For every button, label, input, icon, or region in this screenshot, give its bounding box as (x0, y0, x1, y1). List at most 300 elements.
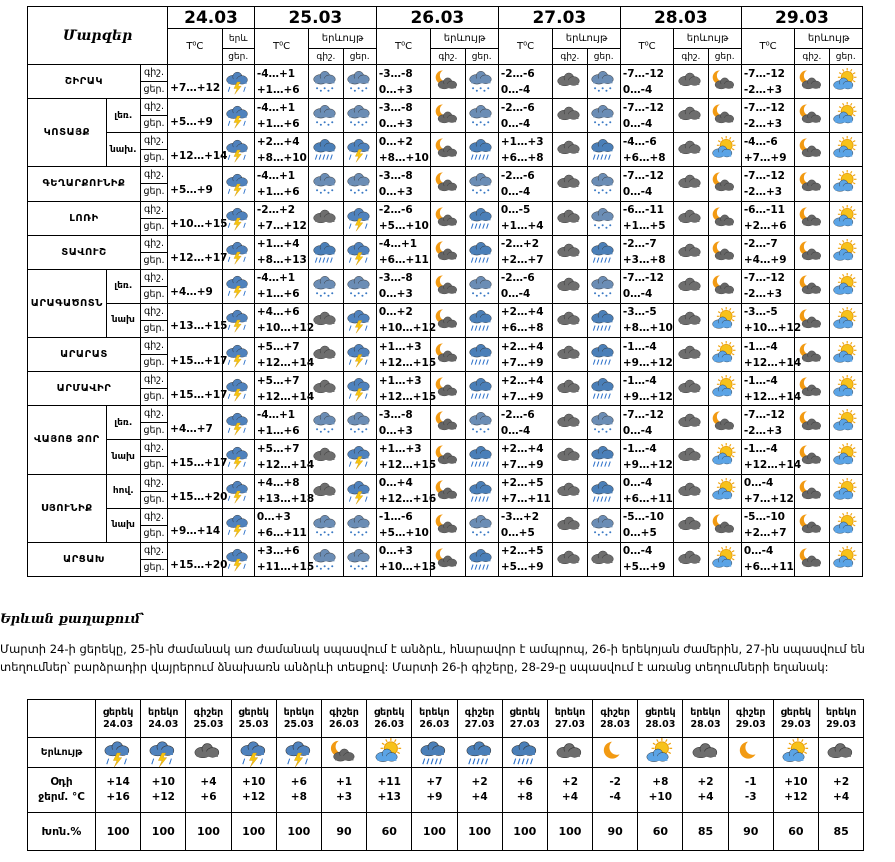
temperature-value (168, 167, 222, 201)
cloud-icon (312, 344, 339, 363)
temperature-value (254, 269, 308, 303)
region-name: ՏԱՎՈՒՇ (28, 235, 141, 269)
day-temp: +2…+7 (743, 527, 787, 540)
night-temp: -2…+2 (500, 238, 540, 251)
night-temp: -1…-4 (743, 374, 778, 387)
day-temp: +1…+6 (256, 288, 300, 301)
night-label: գիշ. (140, 440, 167, 457)
moon-cloud-icon (798, 105, 825, 124)
weather-cell-day (465, 303, 498, 337)
period-header (96, 700, 141, 738)
weather-cell-night (431, 406, 465, 440)
day-temp: +1…+4 (500, 220, 544, 233)
weather-cell-night (431, 372, 465, 406)
temp-text: +13…+15 (170, 320, 228, 333)
temperature-value (620, 303, 673, 337)
sun-cloud-icon (711, 139, 738, 158)
night-temp: +5…+7 (256, 340, 300, 353)
day-temp: +7…+12 (256, 220, 307, 233)
weather-cell-night (309, 99, 343, 133)
day-label: ցեր. (140, 286, 167, 303)
day-temp: +10…+12 (378, 322, 437, 335)
cloud-icon (677, 173, 704, 192)
region-name: ԱՐՄԱՎԻՐ (28, 372, 141, 406)
humidity-value: 60 (773, 812, 818, 850)
weather-cell (593, 738, 638, 768)
weather-cell-day (708, 65, 741, 99)
temperature-value (376, 406, 430, 440)
rain-icon (590, 310, 617, 329)
cloud-icon (677, 105, 704, 124)
temp-high: -4 (609, 791, 621, 804)
cloud-icon (556, 481, 583, 500)
day-temp: -2…+3 (743, 185, 783, 198)
period-date: 26.03 (329, 718, 360, 730)
weather-cell-day (587, 338, 620, 372)
day-temp: +6…+8 (622, 151, 666, 164)
moon-cloud-icon (434, 71, 461, 90)
region-name: ՎԱՅՈՑ ՁՈՐ (28, 406, 107, 474)
night-temp: 0…-4 (743, 477, 774, 490)
period-date: 27.03 (464, 718, 495, 730)
temperature-value (620, 99, 673, 133)
temp-high: +4 (697, 791, 714, 804)
day-label: ցեր. (140, 218, 167, 235)
weather-cell-night (309, 201, 343, 235)
temp-header: T⁰C (168, 29, 222, 65)
day-temp: +7…+11 (500, 493, 551, 506)
temperature-value (376, 338, 437, 372)
table-row (28, 508, 863, 525)
weather-cell-day (465, 99, 498, 133)
night-temp: +2…+4 (500, 340, 544, 353)
cloud-icon (312, 310, 339, 329)
night-temp: +1…+4 (256, 238, 300, 251)
temp-low: -1 (744, 776, 757, 789)
rain-icon (465, 742, 495, 761)
temperature-value (498, 542, 552, 576)
night-temp: -4…-6 (743, 135, 778, 148)
cloud-icon (590, 549, 617, 568)
weather-cell-day (587, 99, 620, 133)
period-part: երեկո (825, 706, 857, 718)
weather-cell (141, 738, 186, 768)
period-part: գիշեր (464, 706, 495, 718)
cloud-icon (312, 378, 339, 397)
night-temp: -7…-12 (622, 272, 664, 285)
weather-cell-day (465, 372, 498, 406)
temperature-value (593, 768, 638, 812)
snow-icon (468, 515, 495, 534)
temp-low: +2 (833, 776, 850, 789)
sun-cloud-icon (711, 310, 738, 329)
moon-cloud-icon (798, 139, 825, 158)
sun-cloud-icon (781, 742, 811, 761)
snow-icon (590, 105, 617, 124)
day-header: ցեր. (343, 49, 376, 65)
temp-low: +10 (784, 776, 808, 789)
region-name: ԿՈՏԱՅՔ (28, 99, 107, 167)
temp-high: +4 (561, 791, 579, 804)
moon-cloud-icon (711, 515, 738, 534)
cloud-icon (677, 71, 704, 90)
weather-cell-day (465, 338, 498, 372)
temperature-value (819, 768, 864, 812)
night-temp: -1…-4 (743, 340, 778, 353)
weather-cell-day (708, 303, 741, 337)
day-temp: +9…+12 (622, 390, 673, 403)
night-label: գիշ. (140, 338, 167, 355)
period-header (186, 700, 231, 738)
moon-cloud-icon (434, 276, 461, 295)
night-temp: -6…-11 (743, 204, 785, 217)
temperature-value (683, 768, 728, 812)
weather-header: երևույթ (431, 29, 499, 49)
weather-cell-night (795, 440, 829, 474)
weather-cell-day (829, 508, 862, 542)
sun-cloud-icon (645, 742, 675, 761)
cloud-icon (312, 481, 339, 500)
temp-high: +8 (516, 791, 533, 804)
weather-cell (819, 738, 864, 768)
temp-high: +12 (151, 791, 175, 804)
day-temp: 0…+3 (378, 117, 413, 130)
weather-cell-day (829, 406, 862, 440)
temperature-value (254, 201, 308, 235)
weather-cell (683, 738, 728, 768)
night-label: գիշ. (140, 269, 167, 286)
night-label: գիշ. (140, 303, 167, 320)
night-temp: -3…-8 (378, 67, 413, 80)
night-temp: -5…-10 (743, 511, 785, 524)
night-temp: -5…-10 (622, 511, 664, 524)
region-name: ԱՐԱԳԱԾՈՏՆ (28, 269, 107, 337)
cloud-icon (556, 412, 583, 431)
air-temp-label-2: ջերմ. °C (38, 791, 85, 804)
night-temp: -2…-6 (500, 67, 535, 80)
cloud-icon (556, 139, 583, 158)
thunder-icon (346, 481, 373, 500)
day-temp: +1…+6 (256, 83, 300, 96)
night-temp: +3…+6 (256, 545, 300, 558)
snow-icon (312, 173, 339, 192)
snow-icon (468, 412, 495, 431)
weather-cell (222, 167, 254, 201)
weather-cell-day (465, 440, 498, 474)
day-label: ցեր. (140, 355, 167, 372)
moon-cloud-icon (798, 378, 825, 397)
region-name: ՇԻՐԱԿ (28, 65, 141, 99)
weather-cell-night (674, 167, 708, 201)
night-temp: 0…-4 (743, 545, 774, 558)
day-temp: 0…+3 (378, 288, 413, 301)
period-date: 27.03 (554, 718, 585, 730)
day-temp: +10…+13 (378, 561, 437, 574)
moon-cloud-icon (711, 105, 738, 124)
day-temp: +2…+6 (743, 220, 787, 233)
temp-high: +12 (241, 791, 266, 804)
day-temp: +1…+5 (622, 220, 666, 233)
weather-cell-night (309, 269, 343, 303)
sun-cloud-icon (832, 208, 859, 227)
weather-cell-day (587, 235, 620, 269)
night-temp: +2…+4 (500, 306, 544, 319)
night-header: գիշ. (795, 49, 829, 65)
day-temp: +7…+12 (743, 493, 794, 506)
yerevan-forecast-table (27, 699, 864, 851)
weather-cell-night (431, 269, 465, 303)
weather-cell (638, 738, 683, 768)
table-header (28, 7, 863, 65)
weather-cell-day (343, 542, 376, 576)
snow-icon (468, 173, 495, 192)
sun-cloud-icon (832, 412, 859, 431)
weather-cell-night (431, 201, 465, 235)
rain-icon (419, 742, 449, 761)
sun-cloud-icon (832, 242, 859, 261)
temp-low: +4 (200, 776, 217, 789)
sun-cloud-icon (832, 310, 859, 329)
period-header (276, 700, 321, 738)
cloud-icon (677, 139, 704, 158)
weather-cell-day (829, 133, 862, 167)
weather-cell-night (431, 99, 465, 133)
moon-cloud-icon (434, 242, 461, 261)
temp-text: +7…+12 (170, 81, 221, 94)
temperature-value (498, 99, 552, 133)
weather-cell (222, 133, 254, 167)
cloud-icon (677, 446, 704, 465)
weather-cell-day (829, 65, 862, 99)
night-label: գիշ. (140, 372, 167, 389)
weather-cell-day (587, 474, 620, 508)
thunder-icon (225, 71, 251, 90)
moon-icon (600, 742, 630, 761)
weather-cell-day (829, 167, 862, 201)
temperature-value (254, 167, 308, 201)
humidity-value: 90 (321, 812, 366, 850)
day-temp: +12…+14 (256, 356, 315, 369)
night-temp: +2…+4 (500, 442, 544, 455)
weather-cell-night (674, 338, 708, 372)
region-name: ՍՅՈՒՆԻՔ (28, 474, 107, 542)
temperature-value (168, 474, 228, 508)
weather-cell-day (708, 440, 741, 474)
temperature-value (741, 440, 802, 474)
night-temp: 0…-4 (622, 545, 653, 558)
temperature-value (498, 338, 552, 372)
night-temp: -2…-6 (378, 204, 413, 217)
night-label: գիշ. (140, 474, 167, 491)
moon-icon (736, 742, 766, 761)
temperature-value (96, 768, 141, 812)
humidity-value: 60 (367, 812, 412, 850)
snow-icon (346, 173, 373, 192)
temperature-value (254, 440, 315, 474)
temp-text: +15…+17 (170, 456, 228, 469)
night-temp: -2…+2 (256, 204, 296, 217)
night-temp: +2…+4 (500, 374, 544, 387)
cloud-icon (556, 446, 583, 465)
night-temp: -4…+1 (256, 169, 296, 182)
night-temp: 0…-4 (622, 477, 653, 490)
day-label: ցեր. (140, 491, 167, 508)
temp-high: -3 (744, 791, 757, 804)
day-temp: +9…+12 (622, 458, 673, 471)
weather-cell-day (708, 474, 741, 508)
weather-cell-night (309, 235, 343, 269)
temperature-value (367, 768, 412, 812)
table-row (28, 738, 864, 768)
weather-cell-day (587, 440, 620, 474)
weather-cell-day (465, 406, 498, 440)
temperature-value (498, 201, 552, 235)
temperature-value (376, 201, 430, 235)
day-label: ցեր. (140, 320, 167, 337)
weather-cell-night (795, 338, 829, 372)
weather-cell-night (309, 508, 343, 542)
snow-icon (590, 208, 617, 227)
weather-cell-night (431, 65, 465, 99)
day-temp: +7…+9 (500, 356, 544, 369)
temperature-value (168, 269, 222, 303)
weather-cell-night (674, 508, 708, 542)
temperature-value (231, 768, 276, 812)
temperature-value (620, 338, 673, 372)
night-temp: -2…-6 (500, 169, 535, 182)
period-part: ցերեկ (373, 706, 405, 718)
regional-forecast-table (27, 6, 863, 577)
weather-header: երևույթ (674, 29, 742, 49)
moon-cloud-icon (711, 412, 738, 431)
day-temp: 0…+5 (622, 527, 657, 540)
day-temp: +6…+11 (743, 561, 794, 574)
night-temp: +1…+3 (500, 135, 544, 148)
moon-cloud-icon (434, 208, 461, 227)
day-temp: 0…-4 (622, 185, 653, 198)
day-temp: -2…+3 (743, 288, 783, 301)
weather-cell-day (708, 542, 741, 576)
weather-cell (222, 303, 254, 337)
weather-header: երևույթ (795, 29, 863, 49)
day-label: ցեր. (140, 184, 167, 201)
temp-text: +4…+9 (170, 286, 213, 299)
day-label: ցեր. (140, 150, 167, 167)
night-label: գիշ. (140, 99, 167, 116)
night-temp: -7…-12 (622, 101, 664, 114)
cloud-icon (556, 276, 583, 295)
night-temp: -3…-8 (378, 169, 413, 182)
weather-cell (222, 201, 254, 235)
moon-cloud-icon (798, 481, 825, 500)
weather-cell-day (829, 440, 862, 474)
night-temp: -4…+1 (256, 101, 296, 114)
period-part: ցերեկ (645, 706, 676, 718)
table-row (28, 167, 863, 184)
snow-icon (312, 105, 339, 124)
day-temp: +10…+12 (256, 322, 315, 335)
weather-cell-night (431, 542, 465, 576)
weather-cell-night (553, 440, 587, 474)
weather-cell-night (795, 269, 829, 303)
cloud-icon (677, 412, 704, 431)
temperature-value (376, 269, 430, 303)
weather-cell-day (587, 372, 620, 406)
cloud-icon (677, 481, 704, 500)
cloud-icon (556, 242, 583, 261)
weather-cell (222, 474, 254, 508)
night-temp: -3…-8 (378, 408, 413, 421)
day-label: ցեր. (140, 525, 167, 542)
weather-cell-day (343, 201, 376, 235)
cloud-icon (312, 208, 339, 227)
moon-cloud-icon (711, 71, 738, 90)
day-temp: 0…-4 (500, 83, 531, 96)
thunder-icon (148, 742, 178, 761)
weather-cell-day (465, 133, 498, 167)
sun-cloud-icon (832, 105, 859, 124)
temperature-value (547, 768, 592, 812)
day-temp: 0…-4 (622, 117, 653, 130)
weather-cell-night (309, 440, 343, 474)
temperature-value (620, 65, 673, 99)
date-header-24.03: 24.03 (168, 7, 255, 29)
thunder-icon (225, 242, 251, 261)
weather-cell-night (431, 338, 465, 372)
day-temp: +8…+10 (622, 322, 673, 335)
weather-cell (222, 65, 254, 99)
table-row (28, 542, 863, 559)
weather-cell-day (708, 133, 741, 167)
snow-icon (312, 515, 339, 534)
weather-cell-night (674, 406, 708, 440)
humidity-value: 100 (502, 812, 547, 850)
day-header: ցեր. (587, 49, 620, 65)
temp-text: +5…+9 (170, 115, 213, 128)
weather-cell-day (465, 269, 498, 303)
day-temp: 0…+3 (378, 83, 413, 96)
temperature-value (741, 99, 794, 133)
day-temp: -2…+3 (743, 117, 783, 130)
temperature-value (620, 372, 673, 406)
temp-high: +9 (426, 791, 443, 804)
night-temp: -1…-4 (622, 340, 657, 353)
sun-cloud-icon (711, 344, 738, 363)
day-temp: +6…+11 (378, 254, 429, 267)
weather-cell (186, 738, 231, 768)
period-header (728, 700, 773, 738)
moon-cloud-icon (798, 412, 825, 431)
table-row (28, 235, 863, 252)
temperature-value (168, 338, 228, 372)
sun-cloud-icon (832, 71, 859, 90)
period-part: ցերեկ (238, 706, 269, 718)
weather-cell-night (553, 508, 587, 542)
day-temp: +5…+10 (378, 527, 429, 540)
day-temp: +6…+11 (256, 527, 307, 540)
night-temp: -7…-12 (743, 408, 785, 421)
weather-cell-day (465, 542, 498, 576)
cloud-icon (677, 208, 704, 227)
moon-cloud-icon (798, 549, 825, 568)
temperature-value (254, 542, 315, 576)
table-row (28, 133, 863, 150)
temperature-value (254, 474, 315, 508)
weather-cell-night (795, 167, 829, 201)
night-temp: 0…+3 (256, 511, 291, 524)
weather-cell-night (309, 65, 343, 99)
humidity-value: 100 (412, 812, 457, 850)
